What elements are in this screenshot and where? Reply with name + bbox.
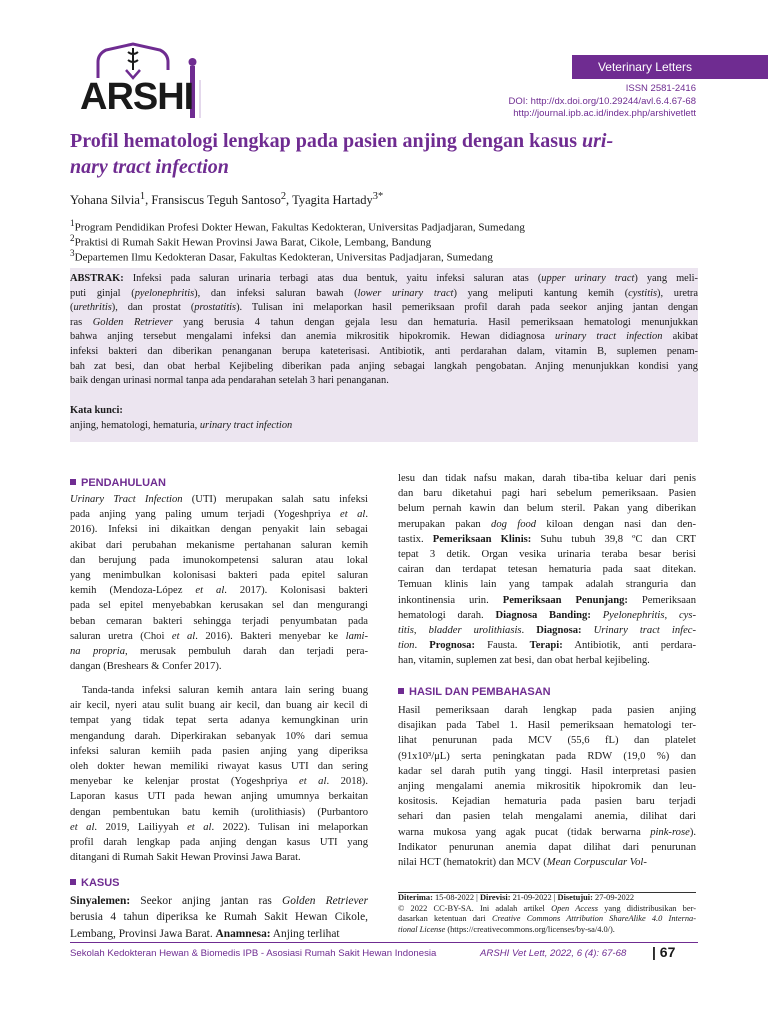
kasus-para (70, 893, 368, 942)
section-title: KASUS (81, 877, 120, 889)
section-square-icon (70, 879, 76, 885)
journal-url[interactable]: http://journal.ipb.ac.id/index.php/arshivetlett (513, 108, 696, 119)
section-square-icon (398, 688, 404, 694)
text-line: kadar sel darah putih yang tinggi. Hasil interpretasi pasien (398, 765, 696, 777)
text-line: mengandung darah. Diperkirakan sebanyak 10% dari semua (70, 730, 368, 742)
aff-text: Program Pendidikan Profesi Dokter Hewan, Fakultas Kedokteran, Universitas Padjadjaran, Sumedang (74, 221, 525, 234)
abstract-line: ABSTRAK: Infeksi pada saluran urinaria terbagi atas dua bentuk, yaitu infeksi saluran atas (upper urinary tract) yang meli- (70, 273, 698, 284)
abstract-line: baik dengan urinasi normal tanpa ada pendarahan setelah 3 hari penanganan. (70, 375, 389, 387)
text-line: profil darah lengkap pada anjing dengan kasus UTI yang (70, 837, 368, 849)
footer-citation: ARSHI Vet Lett, 2022, 6 (4): 67-68 (480, 948, 627, 959)
text-line: Lembang, Provinsi Jawa Barat. Anamnesa: Anjing terlihat (70, 927, 340, 940)
section-banner (572, 55, 768, 79)
author-name: Tyagita Hartady (292, 193, 373, 208)
abstract-line: puti ginjal (pyelonephritis), dan infeksi saluran bawah (lower urinary tract) yang meliputi kantung kemih (cystitis), uretra (70, 287, 698, 299)
text-line: warna mukosa yang agak pucat (tidak berwarna pink-rose). (398, 826, 696, 838)
text-line: tastix. Pemeriksaan Klinis: Suhu tubuh 39,8 ºC dan CRT (398, 533, 697, 545)
text-line: 2016). Infeksi ini dikaitkan dengan penyakit lain sebagai (70, 524, 368, 536)
text-line: belum pernah kawin dan belum steril. Pakan yang diberikan (398, 503, 696, 515)
text-line: dan berujung pada imunokompetensi saluran atau lokal (70, 554, 368, 566)
aff-sup: 3 (70, 248, 75, 258)
text-line: Sinyalemen: Seekor anjing jantan ras Golden Retriever (70, 895, 369, 907)
text-line: tional License (https://creativecommons.org/licenses/by-sa/4.0/). (398, 924, 615, 934)
section-square-icon (70, 479, 76, 485)
text-line: anjing mengalami anemia mikrositik hipokromik dan leu- (398, 781, 696, 793)
text-line: han, vitamin, suplemen zat besi, dan obat herbal kejibeling. (398, 655, 650, 667)
text-line: air kecil, nyeri atau sulit buang air kecil, dan buang air kecil di (70, 700, 368, 712)
text-line: dangan (Breshears & Confer 2017). (70, 661, 222, 673)
keywords-heading: Kata kunci: (70, 405, 123, 416)
text-line: oleh dokter hewan memiliki riwayat kasus UTI dan sering (70, 761, 368, 773)
journal-logo (78, 40, 213, 122)
article-dates (398, 893, 696, 935)
section-heading-pendahuluan (70, 477, 166, 489)
title-text: Profil hematologi lengkap pada pasien anjing dengan kasus (70, 130, 582, 152)
title-italic-line2: nary tract infection (70, 156, 229, 178)
abstract-line: infeksi bakteri dan diberikan penanganan berupa kateterisasi. Antibiotik, anti perdarahan dalam, vitamin B, suplemen penam- (70, 345, 698, 357)
abstract-line: (urethritis), dan prostat (prostatitis). Tulisan ini melaporkan hasil pemeriksaan profil darah pada seekor anjing jantan dengan (70, 302, 699, 314)
text-line: inkontinensia urin. Pemeriksaan Penunjang: Pemeriksaan (398, 594, 697, 606)
section-heading-kasus (70, 877, 120, 889)
text-line: Temuan klinis lain yang tampak adalah stranguria dan (398, 579, 696, 591)
aff-text: Praktisi di Rumah Sakit Hewan Provinsi Jawa Barat, Cikole, Lembang, Bandung (74, 236, 432, 249)
text-line: berusia 4 tahun diperiksa ke Rumah Sakit Hewan Cikole, (70, 911, 368, 924)
text-line: infeksi saluran kemiih pada pasien anjing yang diperiksa (70, 745, 368, 757)
pendahuluan-para1 (70, 492, 368, 674)
text-line: dengan pembentukan batu kemih (urolithiasis) (Purbantoro (70, 806, 368, 818)
text-line: sehari dan pasien telah mengalami anemia, dilihat dari (398, 811, 696, 823)
text-line: menyebar ke kelenjar prostat (Yogeshpriya et al. 2018). (70, 776, 368, 788)
text-line: (91x10³/μL) serta peningkatan pada RDW (19,0 %) dan (398, 750, 696, 762)
text-line: dan baru diketahui pagi hari sebelum pemeriksaan. Pasien (398, 488, 696, 500)
text-line: © 2022 CC-BY-SA. Ini adalah artikel Open Access yang didistribusikan ber- (398, 903, 696, 913)
affiliation-2 (70, 233, 431, 249)
text-line: titis, bladder urolithiasis. Diagnosa: Urinary tract infec- (398, 625, 697, 637)
text-line: akibat dari perubahan mekanisme pertahanan saluran kemih (70, 539, 368, 551)
footer-publisher: Sekolah Kedokteran Hewan & Biomedis IPB - Asosiasi Rumah Sakit Hewan Indonesia (70, 948, 437, 959)
section-heading-hasil (398, 686, 551, 698)
text-line: kemih (Mendoza-López et al. 2017). Kolonisasi bakteri (70, 585, 368, 597)
text-line: Tanda-tanda infeksi saluran kemih antara lain sering buang (82, 685, 368, 696)
section-title: HASIL DAN PEMBAHASAN (409, 686, 551, 698)
abstract-line: ras Golden Retriever yang berusia 4 tahun dengan gejala lesu dan hematuria. Hasil pemeriksaan hematologi menunjukkan (70, 316, 698, 328)
pendahuluan-para2 (70, 683, 368, 865)
dates-line: Diterima: 15-08-2022 | Direvisi: 21-09-2022 | Disetujui: 27-09-2022 (398, 893, 635, 902)
text-line: na propria, merusak pembuluh darah dan terjadi pera- (70, 646, 369, 658)
abstract-line: bah zat besi, dan obat herbal Kejibeling diberikan pada anjing sebagai langkah pengobatan. Anjing menunjukkan kondisi yang (70, 360, 698, 372)
author-sup: 2 (280, 191, 287, 202)
text-line: Indikator penurunan anemia dapat dilihat dari penurunan (398, 841, 696, 853)
page-number: | 67 (652, 944, 676, 960)
aff-sup: 1 (70, 218, 75, 228)
text-line: nilai HCT (hematokrit) dan MCV (Mean Corpuscular Vol- (398, 857, 647, 869)
text-line: cairan dan terdapat tetesan hematuria pada saat ditekan. (398, 564, 696, 576)
text-line: tepat 3 detik. Organ vesika urinaria teraba besar berisi (398, 549, 696, 561)
aff-text: Departemen Ilmu Kedokteran Dasar, Fakultas Kedokteran, Universitas Padjadjaran, Sumedang (74, 251, 493, 264)
affiliation-1 (70, 218, 525, 234)
text-line: Urinary Tract Infection (UTI) merupakan salah satu infeksi (70, 494, 368, 505)
author-list: Yohana Silvia$^1$, Fransiscus Teguh Santoso$^2$, Tyagita Hartady$^{3*}$ (70, 191, 384, 208)
text-line: merupakan pakan dog food kiloan dengan nasi dan den- (398, 518, 697, 530)
text-line: tion. Prognosa: Fausta. Terapi: Antibiotik, anti perdara- (398, 640, 697, 652)
kasus-continued (398, 471, 696, 669)
text-line: beban cemaran bakteri sehingga terjadi penyumbatan pada (70, 615, 368, 627)
text-line: ditangani di Rumah Sakit Hewan Provinsi Jawa Barat. (70, 852, 301, 864)
license-text (398, 904, 696, 936)
text-line: pada sel epitel menyebabkan kerusakan sel dan mengurangi (70, 600, 368, 612)
text-line: disajikan pada Tabel 1. Hasil pemeriksaan hematologi ter- (398, 720, 696, 732)
section-title: PENDAHULUAN (81, 477, 166, 489)
doi-link[interactable]: DOI: http://dx.doi.org/10.29244/avl.6.4.67-68 (508, 96, 696, 107)
author-name: Yohana Silvia (70, 193, 140, 208)
text-line: et al. 2019, Lailiyyah et al. 2022). Tulisan ini melaporkan (70, 821, 368, 833)
abstract-box (70, 268, 698, 442)
article-title (70, 128, 710, 180)
text-line: saluran uretra (Choi et al. 2016). Bakteri menyebar ke lami- (70, 630, 368, 642)
hasil-para (398, 703, 696, 870)
keywords: anjing, hematologi, hematuria, urinary tract infection (70, 420, 293, 431)
text-line: Hasil pemeriksaan darah lengkap pada pasien anjing (398, 705, 696, 716)
aff-sup: 2 (70, 233, 75, 243)
title-italic: uri- (581, 130, 614, 152)
issn: ISSN 2581-2416 (625, 83, 696, 94)
text-line: dasarkan ketentuan dari Creative Commons Attribution ShareAlike 4.0 Interna- (398, 914, 696, 924)
author-sup: 3* (372, 191, 384, 202)
abstract-line: bahwa anjing tersebut mengalami infeksi dan anemia mikrositik hipokromik. Hewan didiagnosa urinary tract infection akibat (70, 331, 698, 343)
text-line: yang menimbulkan kolonisasi bakteri pada epitel saluran (70, 570, 368, 582)
abstract-body (70, 272, 698, 389)
text-line: pada anjing yang paling umum terjadi (Yogeshpriya et al. (70, 509, 368, 521)
text-line: kositosis. Kejadian hematuria pada pasien baru terjadi (398, 796, 696, 808)
text-line: lesu dan tidak nafsu makan, darah tiba-tiba keluar dari penis (398, 473, 696, 484)
text-line: Laporan kasus UTI pada hewan anjing umumnya berkaitan (70, 791, 368, 803)
text-line: hematologi darah. Diagnosa Banding: Pyelonephritis, cys- (398, 609, 696, 621)
author-name: Fransiscus Teguh Santoso (151, 193, 281, 208)
section-label: Veterinary Letters (597, 60, 692, 74)
text-line: lihat penurunan pada MCV (55,6 fL) dan platelet (398, 735, 696, 747)
text-line: tempat yang tidak tepat serta adanya kemungkinan urin (70, 715, 368, 727)
affiliation-3 (70, 248, 493, 264)
author-sup: 1 (139, 191, 146, 202)
footer-divider (70, 942, 698, 943)
logo-text: ARSHI (80, 76, 194, 118)
